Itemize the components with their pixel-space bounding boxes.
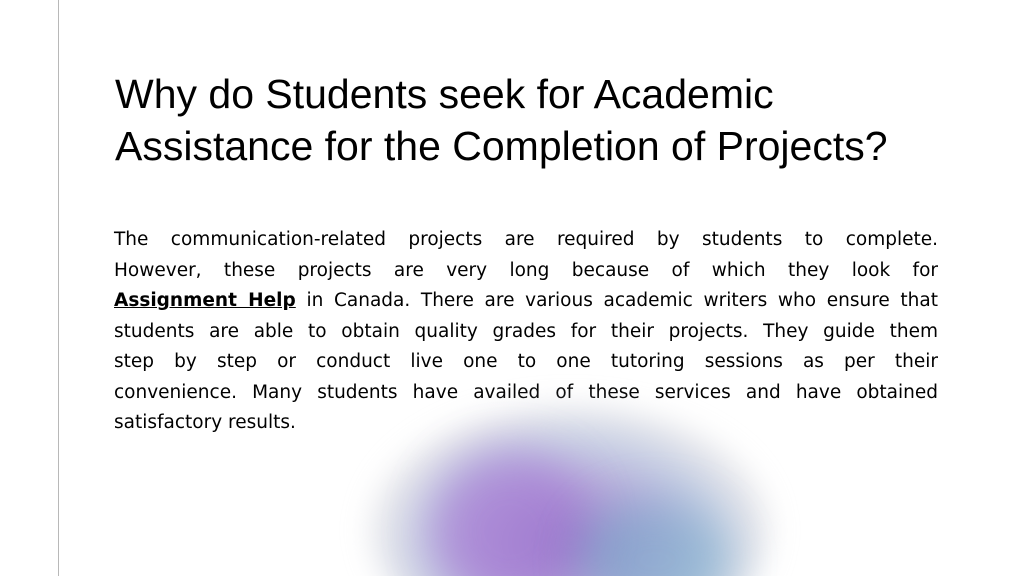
paragraph-line-4: students are able to obtain quality grades for their projects. They guide them: [114, 320, 938, 342]
paragraph-line-3: [114, 286, 938, 317]
slide-title-line-2: Assistance for the Completion of Projects?: [115, 123, 888, 169]
body-paragraph: [114, 225, 938, 439]
slide-title-line-1: Why do Students seek for Academic: [115, 71, 774, 117]
paragraph-line-2: However, these projects are very long because of which they look for: [114, 259, 938, 281]
paragraph-line-1: The communication-related projects are required by students to complete.: [114, 229, 938, 250]
assignment-help-link[interactable]: Assignment Help: [114, 290, 296, 311]
slide-title: [115, 68, 965, 172]
paragraph-line-3-text: in Canada. There are various academic writers who ensure that: [295, 290, 939, 311]
paragraph-line-6: convenience. Many students have availed of these services and have obtained: [114, 381, 938, 403]
paragraph-line-7: satisfactory results.: [114, 412, 296, 433]
left-divider-line: [58, 0, 59, 576]
paragraph-line-5: step by step or conduct live one to one tutoring sessions as per their: [114, 351, 938, 372]
